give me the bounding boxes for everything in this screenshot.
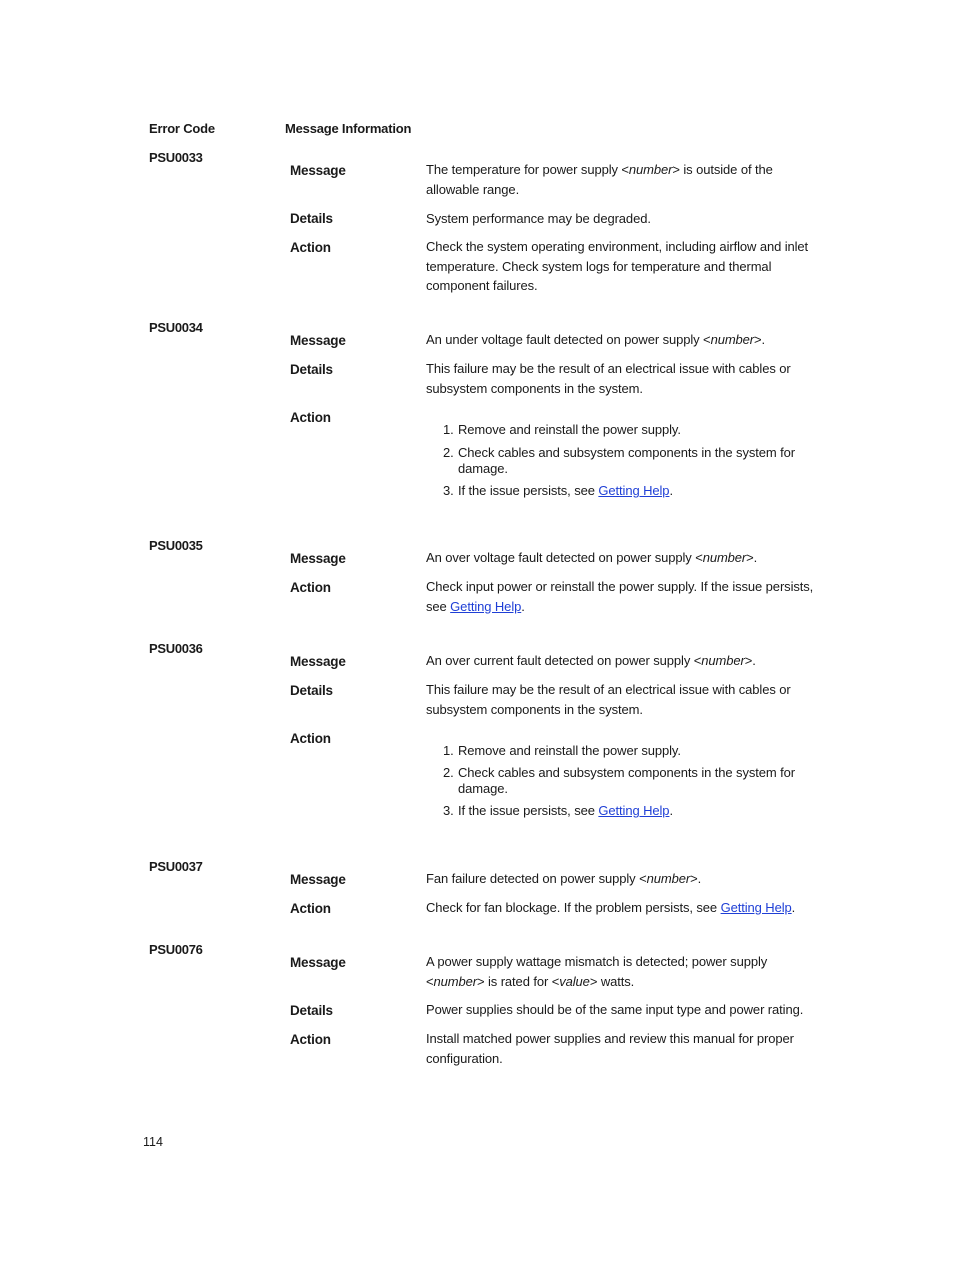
- message-label: Message: [290, 163, 346, 178]
- message-text: The temperature for power supply <number> is outside of the allowable range.: [426, 162, 773, 197]
- message-label: Message: [290, 872, 346, 887]
- message-text: An under voltage fault detected on power supply <number>.: [426, 332, 766, 347]
- column-header-message-information: Message Information: [285, 121, 412, 136]
- list-item: 2. Check cables and subsystem components in the system for damage.: [443, 765, 795, 796]
- error-code: PSU0076: [149, 942, 203, 957]
- list-item: 1. Remove and reinstall the power supply.: [443, 743, 681, 758]
- action-text: Check the system operating environment, including airflow and inlet temperature. Check system logs for temperature and thermal component failures.: [426, 239, 809, 293]
- details-text: This failure may be the result of an electrical issue with cables or subsystem components in the system.: [426, 682, 791, 717]
- details-label: Details: [290, 683, 333, 698]
- message-label: Message: [290, 654, 346, 669]
- action-label: Action: [290, 410, 331, 425]
- details-text: This failure may be the result of an electrical issue with cables or subsystem components in the system.: [426, 361, 791, 396]
- action-label: Action: [290, 901, 331, 916]
- error-code: PSU0035: [149, 538, 203, 553]
- message-label: Message: [290, 333, 346, 348]
- getting-help-link[interactable]: Getting Help: [598, 803, 670, 818]
- error-code: PSU0034: [149, 320, 203, 335]
- action-text: Install matched power supplies and review this manual for proper configuration.: [426, 1031, 794, 1066]
- action-text: Check for fan blockage. If the problem persists, see Getting Help.: [426, 900, 796, 915]
- message-label: Message: [290, 955, 346, 970]
- getting-help-link[interactable]: Getting Help: [720, 900, 792, 915]
- message-text: An over voltage fault detected on power supply <number>.: [426, 550, 758, 565]
- action-label: Action: [290, 731, 331, 746]
- column-header-error-code: Error Code: [149, 121, 215, 136]
- action-label: Action: [290, 240, 331, 255]
- error-code: PSU0037: [149, 859, 203, 874]
- details-text: Power supplies should be of the same input type and power rating.: [426, 1002, 804, 1017]
- message-text: A power supply wattage mismatch is detected; power supply <number> is rated for <value> watts.: [426, 954, 768, 989]
- getting-help-link[interactable]: Getting Help: [598, 483, 670, 498]
- details-text: System performance may be degraded.: [426, 211, 651, 226]
- message-text: Fan failure detected on power supply <number>.: [426, 871, 702, 886]
- list-item: 1. Remove and reinstall the power supply.: [443, 422, 681, 437]
- action-text: Check input power or reinstall the power supply. If the issue persists, see Getting Help.: [426, 579, 814, 614]
- details-label: Details: [290, 211, 333, 226]
- page-number: 114: [143, 1135, 163, 1149]
- action-label: Action: [290, 580, 331, 595]
- message-label: Message: [290, 551, 346, 566]
- error-code: PSU0033: [149, 150, 203, 165]
- action-label: Action: [290, 1032, 331, 1047]
- message-text: An over current fault detected on power supply <number>.: [426, 653, 756, 668]
- list-item: 3. If the issue persists, see Getting Help.: [443, 803, 673, 818]
- getting-help-link[interactable]: Getting Help: [450, 598, 522, 614]
- error-code: PSU0036: [149, 641, 203, 656]
- details-label: Details: [290, 362, 333, 377]
- list-item: 3. If the issue persists, see Getting Help.: [443, 483, 673, 498]
- list-item: 2. Check cables and subsystem components in the system for damage.: [443, 445, 795, 476]
- details-label: Details: [290, 1003, 333, 1018]
